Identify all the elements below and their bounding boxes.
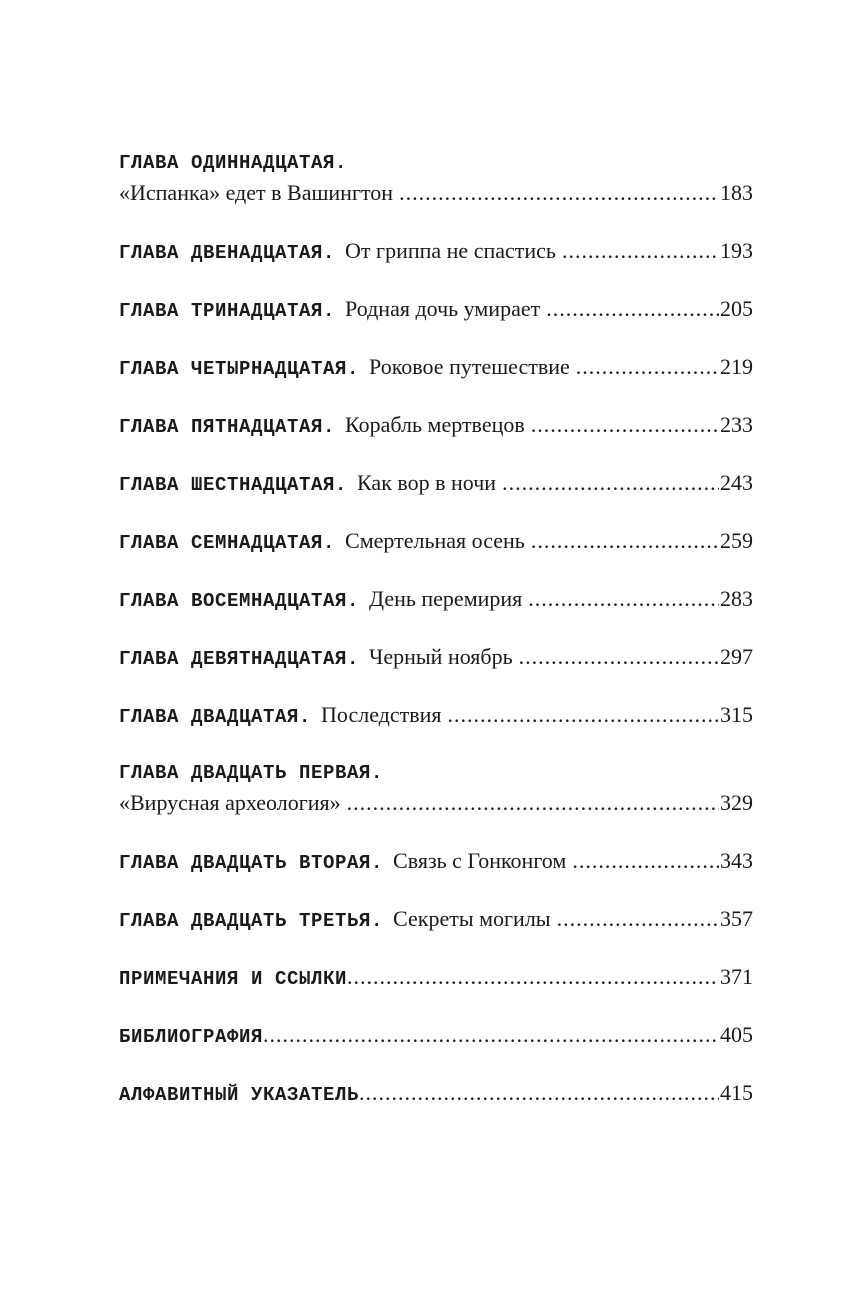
chapter-title: Корабль мертвецов xyxy=(345,412,525,437)
dot-leader xyxy=(557,904,719,934)
chapter-title: «Вирусная археология» xyxy=(119,790,341,815)
dot-leader xyxy=(519,642,719,672)
chapter-label: ГЛАВА ОДИННАДЦАТАЯ. xyxy=(119,152,348,174)
chapter-label: ГЛАВА ПЯТНАДЦАТАЯ. xyxy=(119,416,336,438)
dot-leader xyxy=(347,788,719,818)
dot-leader xyxy=(448,700,719,730)
chapter-label: ГЛАВА ДВАДЦАТЬ ТРЕТЬЯ. xyxy=(119,910,384,932)
toc-entry[interactable] xyxy=(119,468,753,498)
chapter-label: ГЛАВА ЧЕТЫРНАДЦАТАЯ. xyxy=(119,358,360,380)
chapter-label: ГЛАВА ДВЕНАДЦАТАЯ. xyxy=(119,242,336,264)
chapter-label: ГЛАВА ДВАДЦАТАЯ. xyxy=(119,706,312,728)
chapter-label: ГЛАВА ДВАДЦАТЬ ПЕРВАЯ. xyxy=(119,762,384,784)
page-number: 329 xyxy=(720,790,753,815)
toc-entry[interactable] xyxy=(119,526,753,556)
toc-entry[interactable] xyxy=(119,1078,753,1108)
chapter-title: Родная дочь умирает xyxy=(345,296,541,321)
chapter-title: Связь с Гонконгом xyxy=(393,848,567,873)
dot-leader xyxy=(263,1020,719,1050)
toc-entry[interactable] xyxy=(119,236,753,266)
toc-entry[interactable] xyxy=(119,642,753,672)
chapter-title: От гриппа не спастись xyxy=(345,238,556,263)
chapter-label: ГЛАВА ДЕВЯТНАДЦАТАЯ. xyxy=(119,648,360,670)
table-of-contents xyxy=(119,148,753,1136)
chapter-label: ГЛАВА ТРИНАДЦАТАЯ. xyxy=(119,300,336,322)
chapter-label: ГЛАВА ВОСЕМНАДЦАТАЯ. xyxy=(119,590,360,612)
page-number: 283 xyxy=(720,586,753,611)
chapter-label: ГЛАВА СЕМНАДЦАТАЯ. xyxy=(119,532,336,554)
chapter-label: ГЛАВА ДВАДЦАТЬ ВТОРАЯ. xyxy=(119,852,384,874)
toc-entry[interactable] xyxy=(119,584,753,614)
page-number: 371 xyxy=(720,964,753,989)
dot-leader xyxy=(576,352,719,382)
toc-entry[interactable] xyxy=(119,700,753,730)
page-number: 297 xyxy=(720,644,753,669)
dot-leader xyxy=(502,468,719,498)
page-number: 219 xyxy=(720,354,753,379)
chapter-title: Черный ноябрь xyxy=(369,644,513,669)
page-number: 259 xyxy=(720,528,753,553)
chapter-title: День перемирия xyxy=(369,586,523,611)
toc-entry[interactable] xyxy=(119,758,753,818)
dot-leader xyxy=(359,1078,719,1108)
dot-leader xyxy=(531,410,719,440)
page-number: 183 xyxy=(720,180,753,205)
section-label: ПРИМЕЧАНИЯ И ССЫЛКИ xyxy=(119,968,348,990)
dot-leader xyxy=(572,846,719,876)
chapter-title: Как вор в ночи xyxy=(357,470,497,495)
section-label: АЛФАВИТНЫЙ УКАЗАТЕЛЬ xyxy=(119,1084,360,1106)
page-number: 205 xyxy=(720,296,753,321)
toc-entry[interactable] xyxy=(119,294,753,324)
toc-entry[interactable] xyxy=(119,846,753,876)
page-number: 415 xyxy=(720,1080,753,1105)
toc-entry[interactable] xyxy=(119,962,753,992)
toc-entry[interactable] xyxy=(119,352,753,382)
dot-leader xyxy=(531,526,719,556)
toc-entry[interactable] xyxy=(119,904,753,934)
page-number: 357 xyxy=(720,906,753,931)
chapter-title: Смертельная осень xyxy=(345,528,525,553)
dot-leader xyxy=(347,962,719,992)
chapter-title: Секреты могилы xyxy=(393,906,551,931)
page-number: 315 xyxy=(720,702,753,727)
page-number: 193 xyxy=(720,238,753,263)
toc-entry[interactable] xyxy=(119,1020,753,1050)
page-number: 233 xyxy=(720,412,753,437)
chapter-title: «Испанка» едет в Вашингтон xyxy=(119,180,394,205)
page-number: 243 xyxy=(720,470,753,495)
dot-leader xyxy=(562,236,719,266)
chapter-label: ГЛАВА ШЕСТНАДЦАТАЯ. xyxy=(119,474,348,496)
chapter-title: Роковое путешествие xyxy=(369,354,570,379)
page-number: 343 xyxy=(720,848,753,873)
dot-leader xyxy=(528,584,719,614)
toc-entry[interactable] xyxy=(119,410,753,440)
dot-leader xyxy=(546,294,719,324)
toc-entry[interactable] xyxy=(119,148,753,208)
page-number: 405 xyxy=(720,1022,753,1047)
chapter-title: Последствия xyxy=(321,702,442,727)
section-label: БИБЛИОГРАФИЯ xyxy=(119,1026,264,1048)
dot-leader xyxy=(399,178,719,208)
